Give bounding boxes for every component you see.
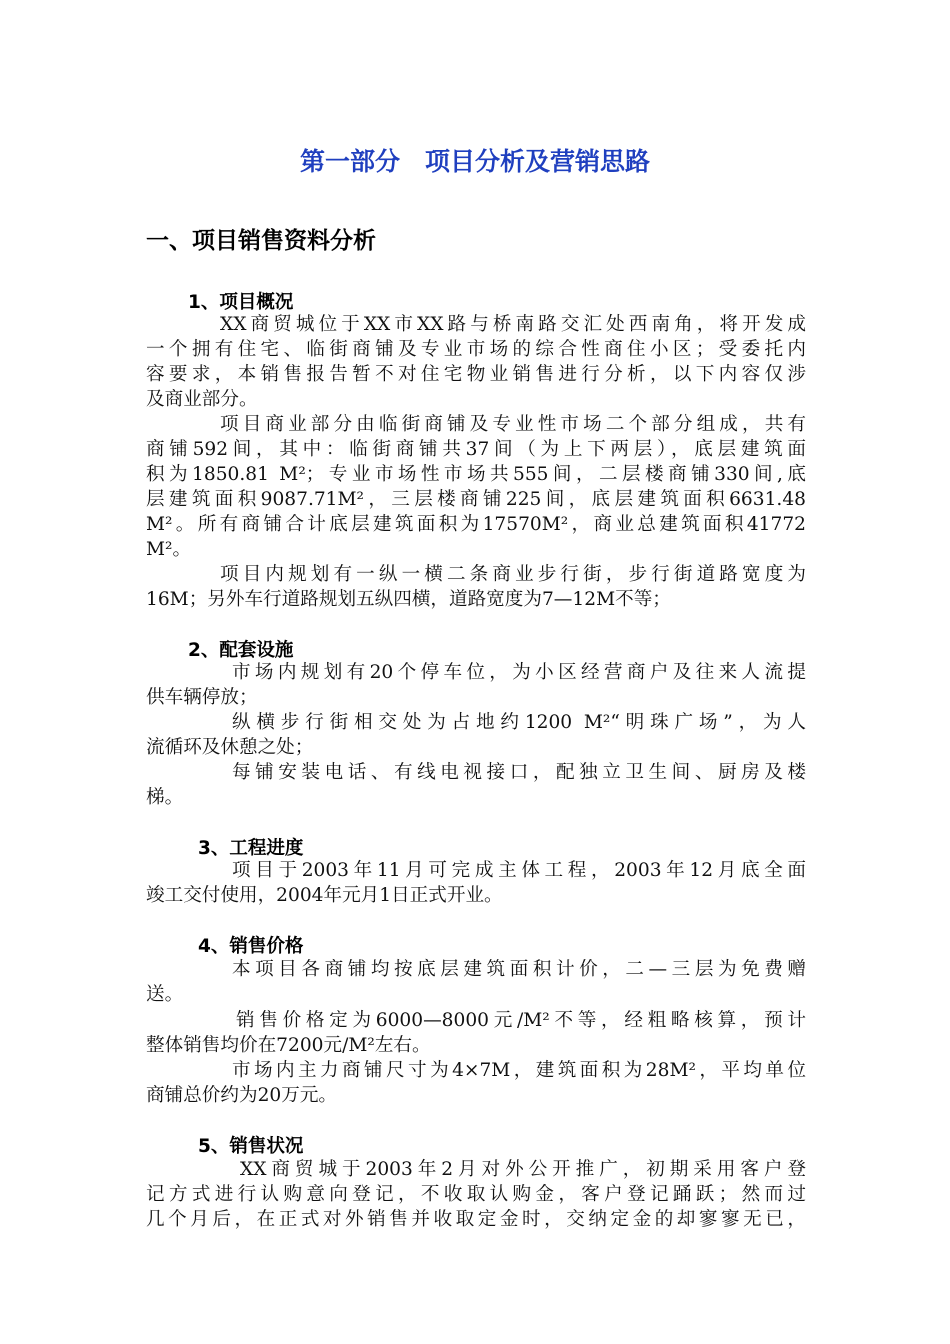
paragraph-line: XX商贸城于2003年2月对外公开推广，初期采用客户登 xyxy=(240,1159,806,1180)
paragraph-line: 一个拥有住宅、临街商铺及专业市场的综合性商住小区；受委托内 xyxy=(146,339,806,360)
paragraph-line: 本项目各商铺均按底层建筑面积计价，二—三层为免费赠 xyxy=(232,959,806,980)
paragraph-line: XX商贸城位于XX市XX路与桥南路交汇处西南角，将开发成 xyxy=(220,314,806,335)
paragraph-line: M²。所有商铺合计底层建筑面积为17570M²，商业总建筑面积41772 xyxy=(146,514,806,535)
paragraph-line: 商铺592间，其中：临街商铺共37间（为上下两层），底层建筑面 xyxy=(146,439,806,460)
subsection-heading-progress: 3、工程进度 xyxy=(198,838,304,859)
paragraph-line: 市场内主力商铺尺寸为4×7M，建筑面积为28M²，平均单位 xyxy=(232,1060,806,1081)
paragraph-line: 供车辆停放； xyxy=(146,687,258,708)
paragraph-line: 容要求，本销售报告暂不对住宅物业销售进行分析，以下内容仅涉 xyxy=(146,364,806,385)
section-heading: 一、项目销售资料分析 xyxy=(146,228,376,254)
paragraph-line: 16M；另外车行道路规划五纵四横，道路宽度为7—12M不等； xyxy=(146,589,671,610)
paragraph-line: 梯。 xyxy=(146,787,184,808)
paragraph-line: 每铺安装电话、有线电视接口，配独立卫生间、厨房及楼 xyxy=(232,762,806,783)
paragraph-line: 几个月后，在正式对外销售并收取定金时，交纳定金的却寥寥无已， xyxy=(146,1209,806,1230)
paragraph-line: 流循环及休憩之处； xyxy=(146,737,314,758)
subsection-heading-price: 4、销售价格 xyxy=(198,936,304,957)
paragraph-line: 记方式进行认购意向登记，不收取认购金，客户登记踊跃；然而过 xyxy=(146,1184,806,1205)
paragraph-line: 积为1850.81 M²；专业市场性市场共555间，二层楼商铺330间,底 xyxy=(146,464,806,485)
page-title: 第一部分 项目分析及营销思路 xyxy=(299,147,650,176)
paragraph-line: 项目内规划有一纵一横二条商业步行街，步行街道路宽度为 xyxy=(220,564,806,585)
paragraph-line: 整体销售均价在7200元/M²左右。 xyxy=(146,1035,431,1056)
paragraph-line: 层建筑面积9087.71M²，三层楼商铺225间，底层建筑面积6631.48 xyxy=(146,489,806,510)
paragraph-line: 及商业部分。 xyxy=(146,389,258,410)
paragraph-line: 项目商业部分由临街商铺及专业性市场二个部分组成，共有 xyxy=(220,414,806,435)
paragraph-line: 纵横步行街相交处为占地约1200 M²“明珠广场”，为人 xyxy=(232,712,806,733)
subsection-heading-sales-status: 5、销售状况 xyxy=(198,1136,304,1157)
paragraph-line: 项目于2003年11月可完成主体工程，2003年12月底全面 xyxy=(232,860,806,881)
paragraph-line: 销售价格定为6000—8000元/M²不等，经粗略核算，预计 xyxy=(236,1010,806,1031)
paragraph-line: 送。 xyxy=(146,984,184,1005)
paragraph-line: 竣工交付使用，2004年元月1日正式开业。 xyxy=(146,885,503,906)
paragraph-line: M²。 xyxy=(146,539,192,560)
subsection-heading-overview: 1、项目概况 xyxy=(188,292,294,313)
paragraph-line: 商铺总价约为20万元。 xyxy=(146,1085,338,1106)
subsection-heading-facilities: 2、配套设施 xyxy=(188,640,294,661)
paragraph-line: 市场内规划有20个停车位，为小区经营商户及往来人流提 xyxy=(232,662,806,683)
